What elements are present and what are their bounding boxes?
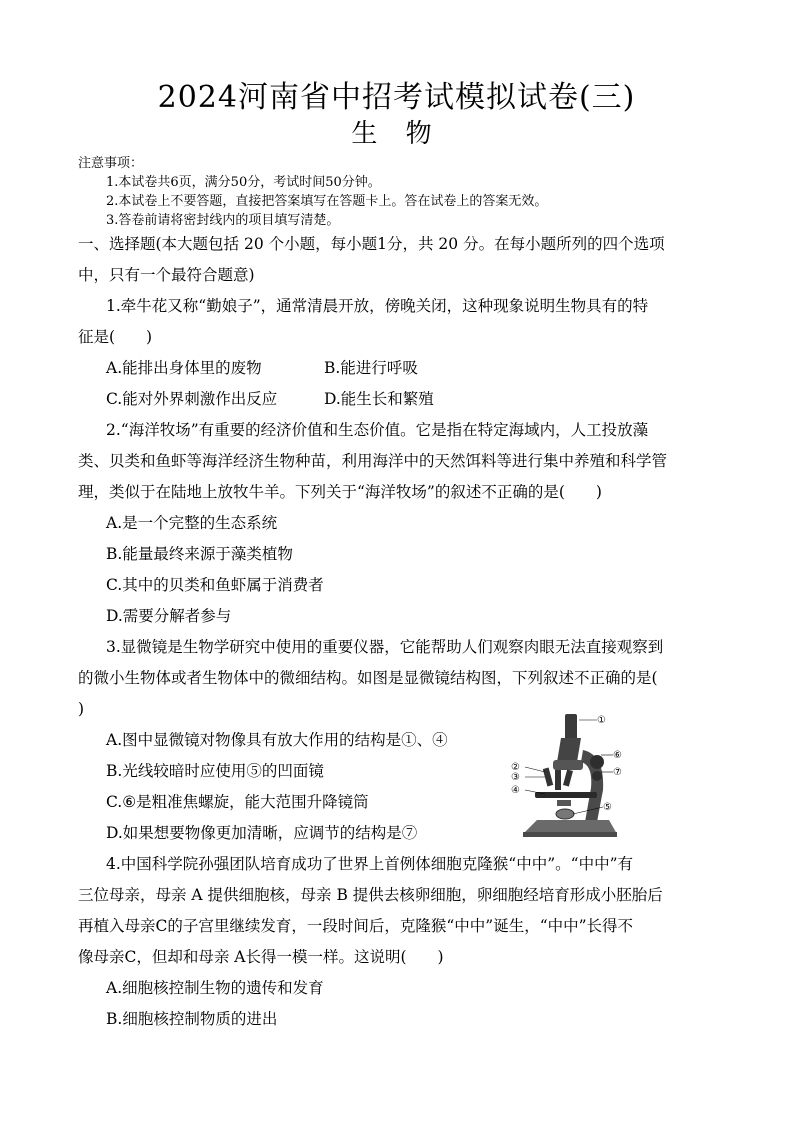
- label-3: ③: [511, 772, 520, 783]
- q3-option-c: C.⑥是粗准焦螺旋，能大范围升降镜筒: [106, 793, 369, 811]
- label-7: ⑦: [613, 767, 622, 778]
- microscope-illustration: [523, 714, 617, 837]
- q2-stem-cont: 类、贝类和鱼虾等海洋经济生物种苗，利用海洋中的天然饵料等进行集中养殖和科学管: [78, 452, 668, 470]
- q3-option-b: B.光线较暗时应使用⑤的凹面镜: [106, 762, 324, 780]
- notice-heading: 注意事项：: [78, 156, 144, 171]
- q4-stem-cont: 三位母亲，母亲 A 提供细胞核，母亲 B 提供去核卵细胞，卵细胞经培育形成小胚胎后: [78, 886, 663, 904]
- section-heading: 一、选择题(本大题包括 20 个小题，每小题1分，共 20 分。在每小题所列的四个选项: [78, 235, 665, 253]
- q1-option-c: C.能对外界刺激作出反应: [106, 390, 278, 408]
- q3-option-a: A.图中显微镜对物像具有放大作用的结构是①、④: [106, 731, 448, 749]
- q4-stem: 4.中国科学院孙强团队培育成功了世界上首例体细胞克隆猴“中中”。“中中”有: [106, 855, 633, 873]
- q1-option-d: D.能生长和繁殖: [324, 390, 434, 408]
- q3-stem: 3.显微镜是生物学研究中使用的重要仪器，它能帮助人们观察肉眼无法直接观察到: [106, 638, 664, 656]
- label-4: ④: [511, 785, 520, 796]
- label-6: ⑥: [613, 750, 622, 761]
- q4-option-a: A.细胞核控制生物的遗传和发育: [106, 979, 324, 997]
- microscope-figure: [505, 710, 625, 840]
- q1-stem: 1.牵牛花又称“勤娘子”，通常清晨开放，傍晚关闭，这种现象说明生物具有的特: [106, 297, 649, 315]
- q3-stem-cont: 的微小生物体或者生物体中的微细结构。如图是显微镜结构图，下列叙述不正确的是(: [78, 669, 658, 687]
- exam-subject: 生 物: [351, 119, 442, 149]
- section-heading-cont: 中，只有一个最符合题意): [78, 266, 255, 284]
- label-5: ⑤: [603, 802, 612, 813]
- label-1: ①: [597, 715, 606, 726]
- q2-stem: 2.“海洋牧场”有重要的经济价值和生态价值。它是指在特定海域内，人工投放藻: [106, 421, 649, 439]
- q2-option-b: B.能量最终来源于藻类植物: [106, 545, 293, 563]
- q1-stem-cont: 征是( ): [78, 328, 153, 346]
- notice-item: 1.本试卷共6页，满分50分，考试时间50分钟。: [106, 175, 381, 190]
- exam-title: 2024河南省中招考试模拟试卷(三): [157, 80, 636, 115]
- q4-stem-cont: 像母亲C，但却和母亲 A长得一模一样。这说明( ): [78, 948, 444, 966]
- notice-item: 3.答卷前请将密封线内的项目填写清楚。: [106, 213, 340, 228]
- q2-stem-cont: 理，类似于在陆地上放牧牛羊。下列关于“海洋牧场”的叙述不正确的是( ): [78, 483, 602, 501]
- q3-option-d: D.如果想要物像更加清晰，应调节的结构是⑦: [106, 824, 418, 842]
- notice-item: 2.本试卷上不要答题，直接把答案填写在答题卡上。答在试卷上的答案无效。: [106, 194, 548, 209]
- q2-option-d: D.需要分解者参与: [106, 607, 232, 625]
- notice-block: [78, 154, 547, 230]
- q1-option-a: A.能排出身体里的废物: [106, 359, 262, 377]
- q4-stem-cont: 再植入母亲C的子宫里继续发育，一段时间后，克隆猴“中中”诞生，“中中”长得不: [78, 917, 634, 935]
- q4-option-b: B.细胞核控制物质的进出: [106, 1010, 278, 1028]
- q2-option-a: A.是一个完整的生态系统: [106, 514, 278, 532]
- q2-option-c: C.其中的贝类和鱼虾属于消费者: [106, 576, 324, 594]
- q1-option-b: B.能进行呼吸: [324, 359, 418, 377]
- q3-stem-cont: ): [78, 700, 85, 718]
- label-2: ②: [511, 762, 520, 773]
